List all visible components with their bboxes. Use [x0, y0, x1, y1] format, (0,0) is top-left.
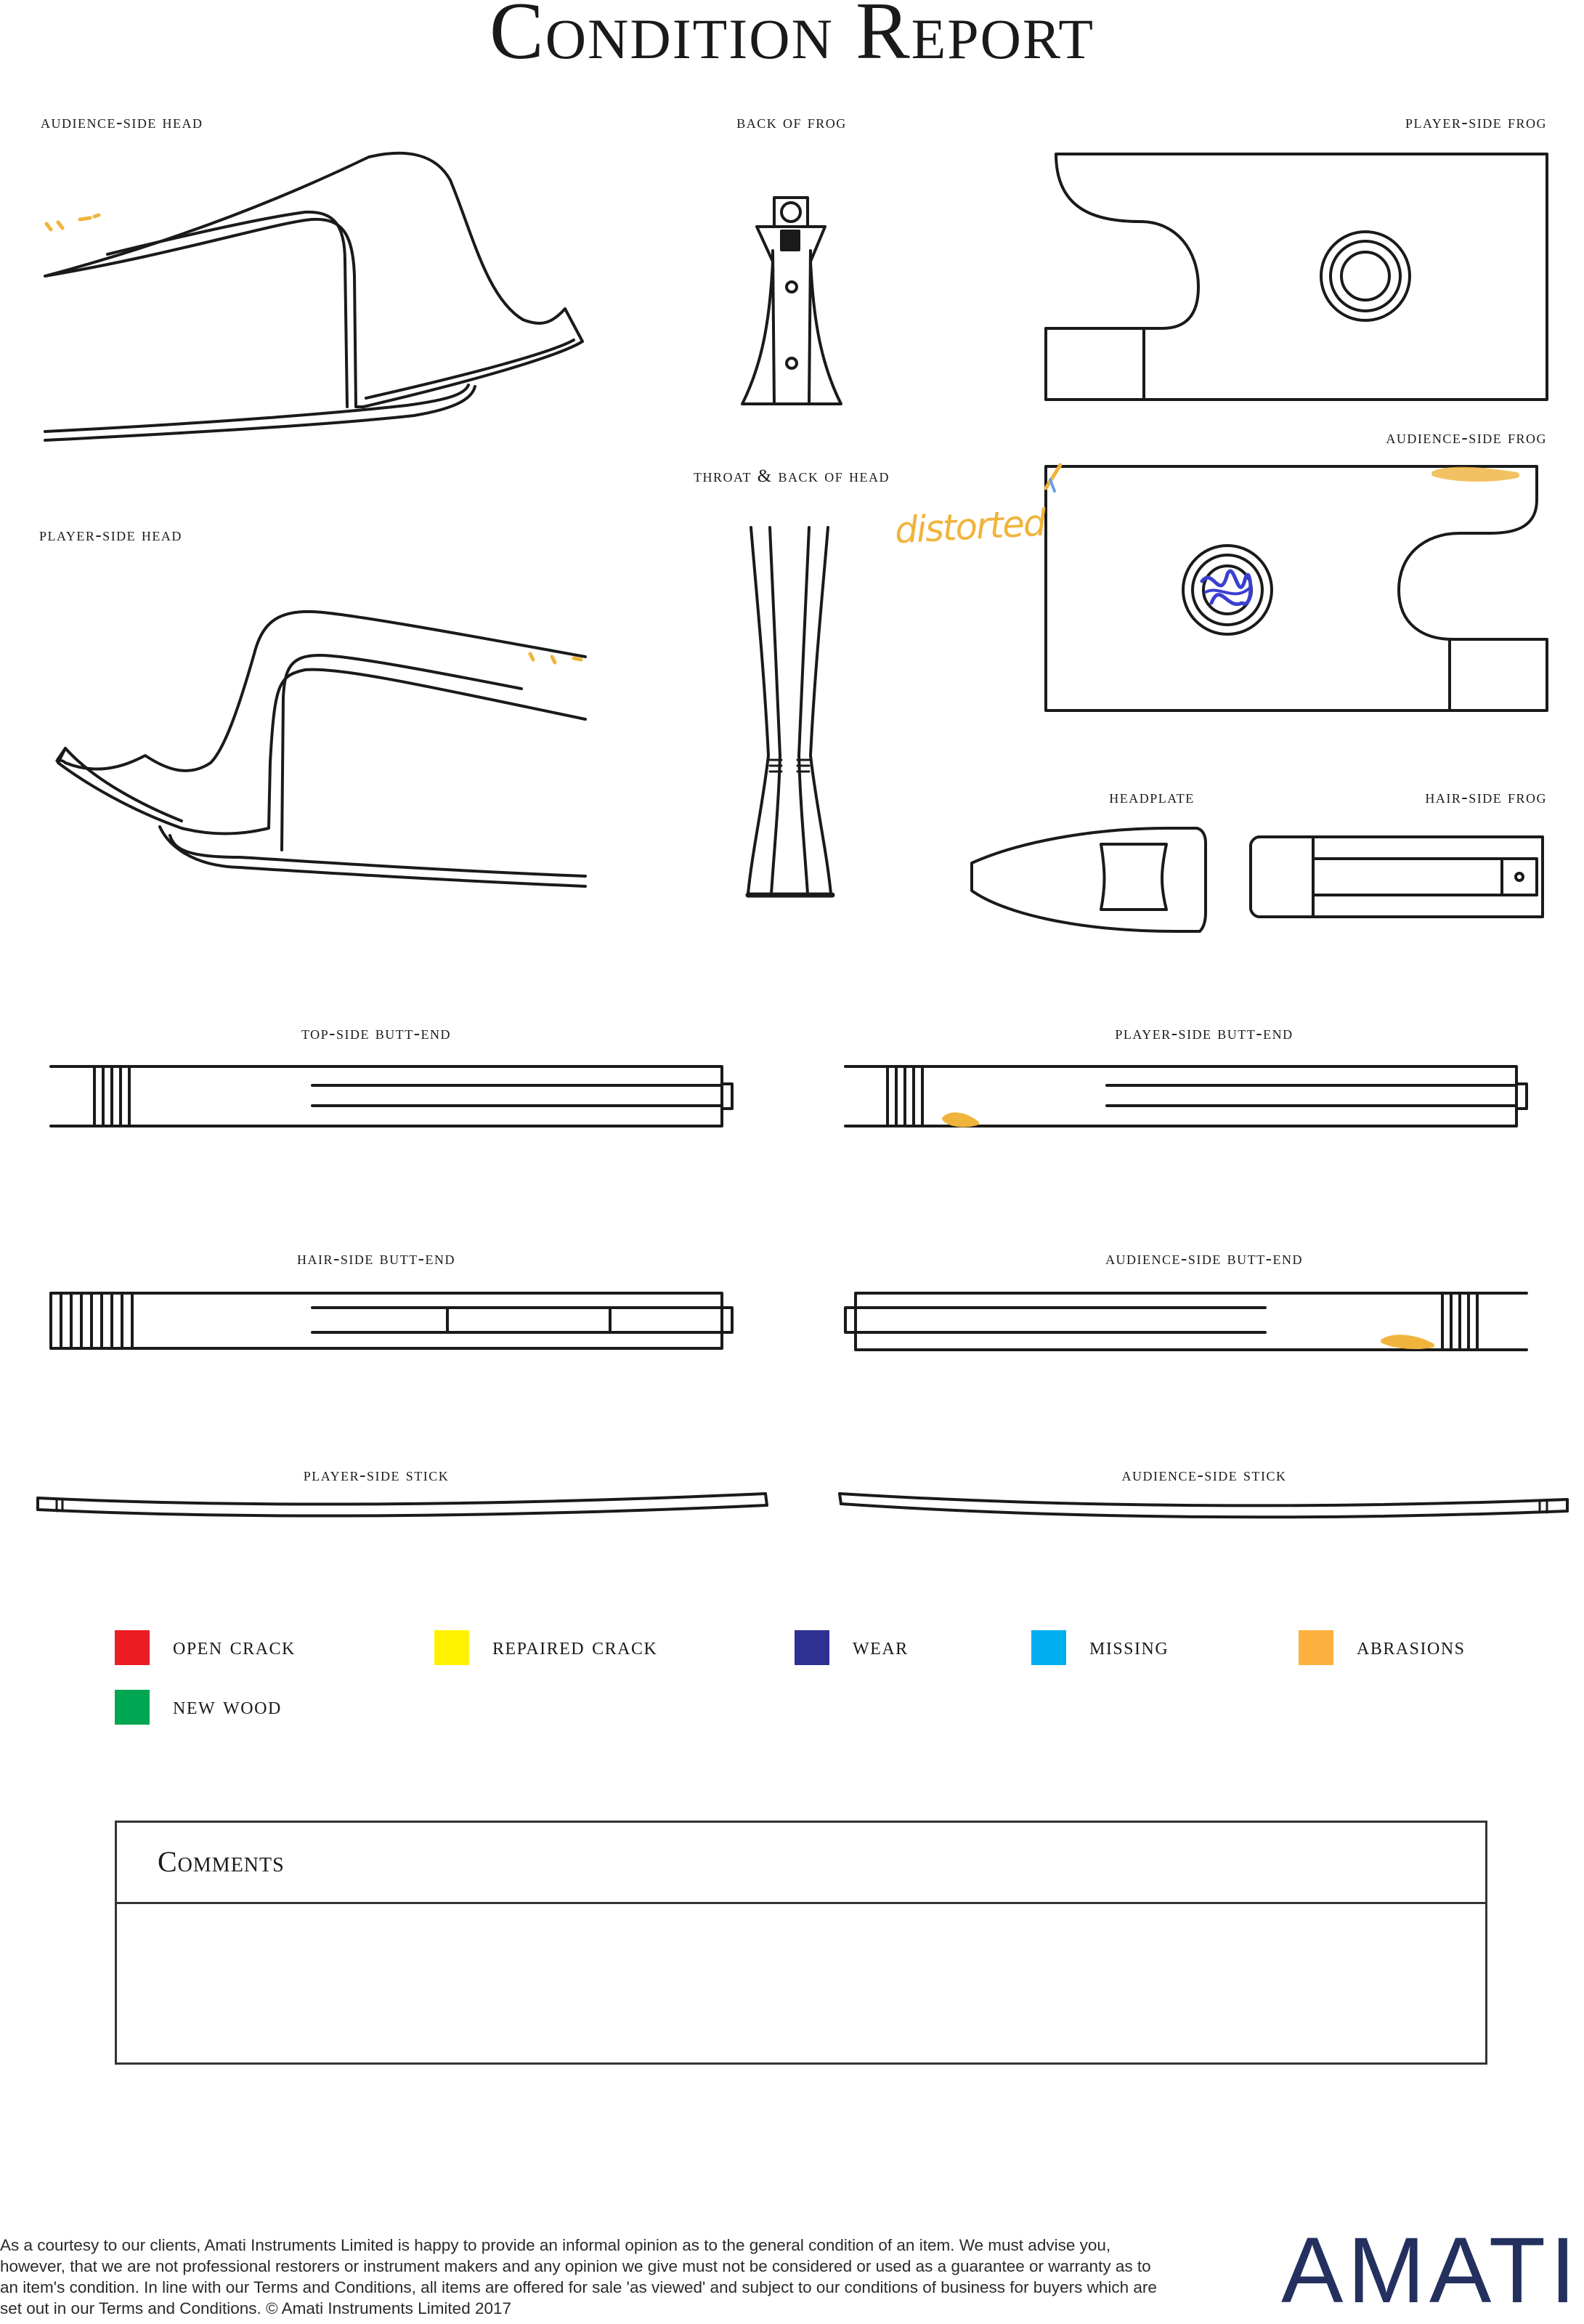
label-throat-back-of-head: throat & back of head [694, 466, 890, 486]
label-player-side-butt-end: player-side butt-end [1115, 1024, 1293, 1043]
label-audience-side-head: audience-side head [41, 113, 203, 132]
legend-label: repaired crack [492, 1633, 658, 1660]
label-hair-side-frog: hair-side frog [1425, 788, 1547, 807]
comments-box [115, 1821, 1487, 2065]
comments-header [117, 1823, 1485, 1904]
legend-swatch [434, 1630, 469, 1665]
legend-swatch [795, 1630, 829, 1665]
disclaimer-text: As a courtesy to our clients, Amati Instruments Limited is happy to provide an informal opinion as to the general condition of an item. We must advise you, however, that we are not professional restorers or instrument makers and any opinion we give must not be considered or used as a guarantee or warranty as to an item's condition. In line with our Terms and Conditions, all items are offered for sale 'as viewed' and subject to our conditions of business for buyers which are set out in our Terms and Conditions. © Amati Instruments Limited 2017 [0, 2236, 1157, 2317]
legend-label: wear [853, 1633, 909, 1660]
amati-logo: AMATI [1281, 2219, 1580, 2323]
player-side-frog-drawing [1046, 154, 1547, 400]
audience-side-head-drawing [45, 153, 582, 440]
top-side-butt-end-drawing [51, 1066, 732, 1126]
page-title: Condition Report [490, 0, 1094, 76]
label-audience-side-frog: audience-side frog [1386, 428, 1547, 448]
label-hair-side-butt-end: hair-side butt-end [297, 1249, 455, 1268]
legend-swatch [1299, 1630, 1333, 1665]
legend-swatch [1031, 1630, 1066, 1665]
throat-back-of-head-drawing [748, 527, 832, 895]
audience-side-head-abrasion-marks [46, 215, 99, 230]
hair-side-frog-drawing [1251, 837, 1543, 917]
hair-side-butt-end-drawing [51, 1293, 732, 1348]
comments-title: Comments [158, 1845, 285, 1878]
player-side-stick-drawing [38, 1494, 767, 1516]
label-player-side-head: player-side head [39, 525, 182, 545]
audience-side-butt-end-drawing [845, 1293, 1527, 1350]
comments-body[interactable] [117, 1904, 1485, 2062]
label-audience-side-butt-end: audience-side butt-end [1105, 1249, 1303, 1268]
label-back-of-frog: back of frog [736, 113, 847, 132]
label-player-side-stick: player-side stick [303, 1465, 450, 1485]
player-side-head-drawing [57, 612, 585, 886]
legend-label: open crack [173, 1633, 296, 1660]
label-player-side-frog: player-side frog [1405, 113, 1547, 132]
legend-swatch [115, 1630, 150, 1665]
legend-label: abrasions [1357, 1633, 1466, 1660]
headplate-drawing [972, 828, 1206, 931]
legend-label: missing [1089, 1633, 1169, 1660]
legend-label: new wood [173, 1693, 282, 1720]
legend-swatch [115, 1690, 150, 1725]
audience-side-frog-drawing [1046, 466, 1547, 710]
label-audience-side-stick: audience-side stick [1121, 1465, 1287, 1485]
back-of-frog-drawing [742, 198, 841, 404]
label-headplate: headplate [1109, 788, 1195, 807]
player-side-butt-end-drawing [845, 1066, 1527, 1126]
audience-side-stick-drawing [840, 1494, 1567, 1517]
label-top-side-butt-end: top-side butt-end [301, 1024, 452, 1043]
distorted-annotation: distorted [893, 501, 1046, 552]
